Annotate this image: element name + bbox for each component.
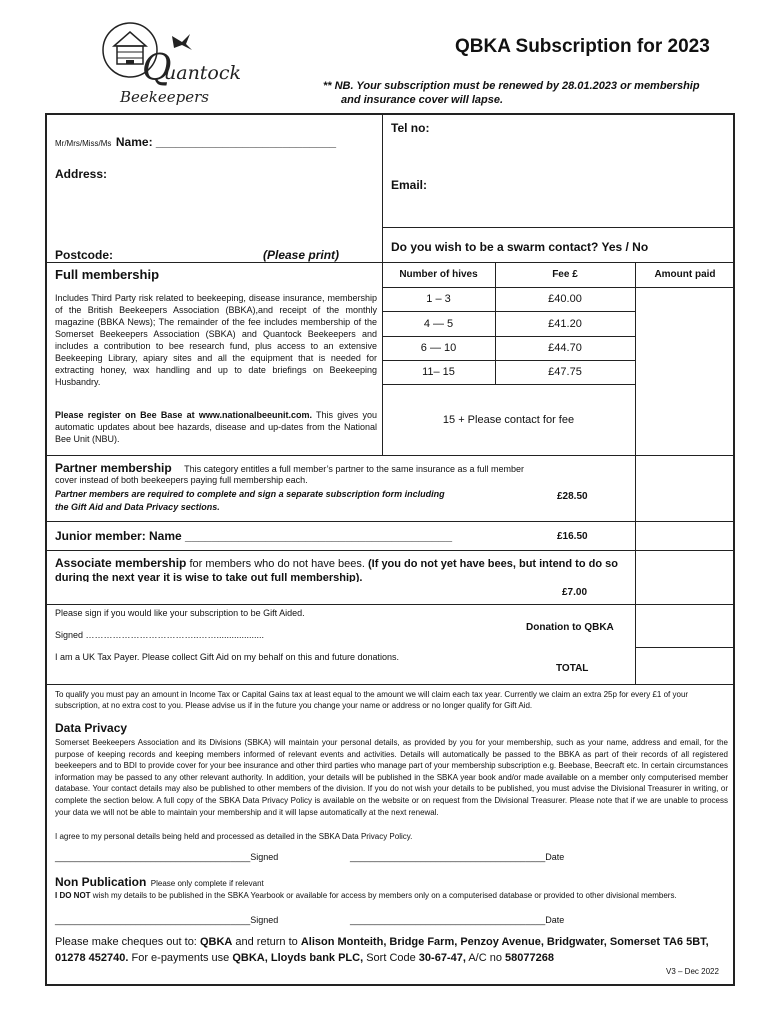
partner-text2: cover instead of both beekeepers paying full membership each. [55,475,308,485]
payment-text: and return to [232,936,301,948]
partner-note2: the Gift Aid and Data Privacy sections. [55,502,220,512]
non-publication-text [55,890,728,901]
partner-heading: Partner membership [55,461,172,475]
amount-paid-partner-field[interactable] [636,456,734,520]
sort-code: 30-67-47, [418,952,466,964]
logo-name: uantock [164,62,242,84]
junior-fee: £16.50 [557,531,588,542]
non-publication-title [55,873,264,891]
hives-cell: 6 — 10 [420,342,457,354]
junior-name-field[interactable]: Junior member: Name ________________________________________ [55,529,452,543]
amount-paid-junior-field[interactable] [636,522,734,549]
col-header-hives: Number of hives [399,269,478,280]
partner-text1: This category entitles a full member’s partner to the same insurance as a full member [184,464,524,474]
email-field[interactable] [440,178,725,198]
data-privacy-text: Somerset Beekeepers Association and its Divisions (SBKA) will maintain your personal details, as provided by you for your membership, such as your name, address and email, for the purpose of keeping records and keeping members informed of relevant events and activities. Details will automatically be passed to the BBKA as part of their records of all registered beekeepers and to BDI to provide cover for your bee insurance and other third parties who manage part of your membership subscription e.g. Beebase, Beecraft etc. In certain circumstances information may be passed to any other relevant authority. In addition, your details will be published in the SBKA year book and/or made available on a member only computerised member database. Your contact details may also be published to other members of the division. If you do not wish your details to be published, you must advise the Divisional Treasurer in writing, or complete the section below. A full copy of the SBKA Data Privacy Policy is available on the website or on request from the Divisional Treasurer. Please note that if we are unable to process your data we will not be able to maintain your membership and it will lapse automatically at the next renewal. [55,738,728,817]
address-label: Address: [55,167,108,181]
fee-cell: £47.75 [548,366,582,378]
privacy-date-field[interactable]: _______________________________________Date [350,852,565,862]
payment-text: Sort Code [363,952,419,964]
associate-heading: Associate membership [55,556,187,570]
amount-paid-full-field[interactable] [636,288,734,455]
payment-text: For e-payments use [128,952,233,964]
fee-cell: £41.20 [548,318,582,330]
full-membership-description: Includes Third Party risk related to beekeeping, disease insurance, membership of the British Beekeepers Association (BBKA),and receipt of the monthly magazine (BBKA News); The remainder of the fee includes membership of the Somerset Beekeepers Association (SBKA) and Quantock Beekeepers and includes a contribution to bee research fund, plus access to an extensive Beekeeping Library, apiary sites and all the equipment that is needed for extracting honey, wax handling and up to date briefings on Beekeeping Husbandry. [55,293,377,387]
associate-fee: £7.00 [562,587,588,598]
bank-name: QBKA, Lloyds bank PLC, [232,952,364,964]
tel-field[interactable] [440,121,725,141]
col-header-amount-paid: Amount paid [654,269,716,280]
associate-description [55,556,630,582]
fee-cell: £44.70 [548,342,582,354]
contact-for-fee-note: 15 + Please contact for fee [442,414,575,426]
address-field[interactable] [55,183,375,243]
payment-text: A/C no [465,952,506,964]
bee-base-note [55,409,377,445]
bee-base-text: This gives you automatic updates about bee hazards, disease and up-dates from the National Bee Unit (NBU). [55,410,377,444]
data-privacy-agreement: I agree to my personal details being held and processed as detailed in the SBKA Data Privacy Policy. [55,832,413,841]
col-header-fee: Fee £ [552,269,578,280]
logo-subtitle: Beekeepers [120,88,209,106]
non-publication-statement: wish my details to be published in the SBKA Yearbook or available for access by members only on a computerised database or provided to other divisional members. [90,891,677,900]
do-not-emphasis: I DO NOT [55,891,91,900]
non-publication-heading: Non Publication [55,875,147,889]
hives-cell: 1 – 3 [426,293,451,305]
email-label: Email: [391,178,428,192]
tax-payer-statement: I am a UK Tax Payer. Please collect Gift Aid on my behalf on this and future donations. [55,652,400,662]
hives-cell: 11– 15 [422,366,455,378]
amount-paid-associate-field[interactable] [636,551,734,603]
renewal-notice-line2: and insurance cover will lapse. [341,94,504,106]
associate-text: for members who do not have bees. [186,558,368,570]
data-privacy-heading: Data Privacy [55,721,128,735]
please-print-note: (Please print) [263,248,340,262]
payment-instructions [55,934,730,966]
total-label: TOTAL [556,663,589,674]
bird-icon [170,30,194,54]
return-address: Alison Monteith, Bridge Farm, Penzoy Avenue, Bridgwater, Somerset TA6 5BT, 01278 452740. [55,936,709,964]
version-label: V3 – Dec 2022 [666,967,719,976]
swarm-contact-question[interactable]: Do you wish to be a swarm contact? Yes / No [391,240,649,254]
non-publication-subheading: Please only complete if relevant [150,879,264,888]
tel-label: Tel no: [391,121,430,135]
donation-label: Donation to QBKA [526,622,614,633]
renewal-notice-line1: ** NB. Your subscription must be renewed by 28.01.2023 or membership [323,80,700,92]
payment-text: Please make cheques out to: [55,936,200,948]
title-prefix: Mr/Mrs/Miss/Ms [55,139,112,148]
name-field[interactable] [55,133,375,151]
partner-fee: £28.50 [557,491,588,502]
account-number: 58077268 [505,952,554,964]
postcode-label: Postcode: [55,248,114,262]
privacy-signature-field[interactable]: _______________________________________Signed [55,852,279,862]
non-publication-date-field[interactable]: _______________________________________Date [350,915,565,925]
gift-aid-signature-field[interactable]: Signed ………………………………..……................... [55,630,265,640]
name-label: Name: ___________________________ [115,135,337,149]
page-title: QBKA Subscription for 2023 [455,36,710,57]
donation-amount-field[interactable] [636,605,734,647]
payee-name: QBKA [199,936,233,948]
logo-letter: Q [142,48,172,89]
partner-note1: Partner members are required to complete and sign a separate subscription form including [55,489,445,499]
hives-cell: 4 — 5 [423,318,454,330]
gift-aid-request: Please sign if you would like your subscription to be Gift Aided. [55,608,305,618]
fee-cell: £40.00 [548,293,582,305]
associate-note: (If you do not yet have bees, but intend to do so during the next year it is wise to take out full membership). [55,558,618,582]
gift-aid-qualify-note: To qualify you must pay an amount in Income Tax or Capital Gains tax at least equal to the amount we will claim each tax year. Currently we claim an extra 25p for every £1 of your subscription, at no extra cost to you. Please advise us if in the future you change your name or address or no longer qualify for Gift Aid. [55,690,689,710]
non-publication-signature-field[interactable]: _______________________________________Signed [55,915,279,925]
total-amount-field[interactable] [636,648,734,684]
bee-base-link[interactable]: Please register on Bee Base at www.nationalbeeunit.com. [55,410,312,420]
full-membership-heading: Full membership [55,267,160,282]
